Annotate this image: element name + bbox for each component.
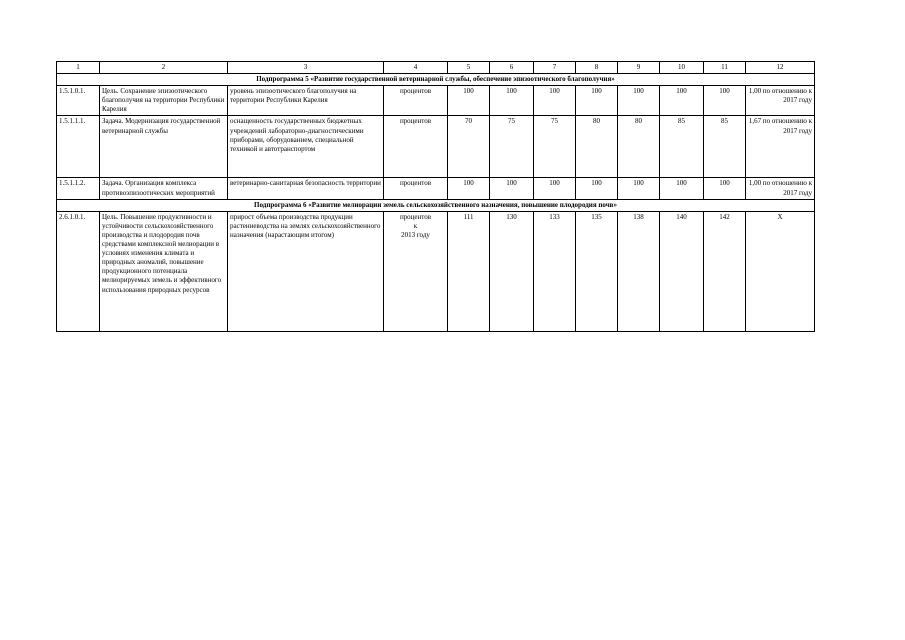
row-value: 100 bbox=[534, 178, 576, 199]
column-number-row bbox=[57, 62, 815, 74]
col-header: 10 bbox=[660, 62, 704, 74]
col-header: 5 bbox=[448, 62, 490, 74]
row-value: 100 bbox=[660, 86, 704, 116]
table-row bbox=[57, 86, 815, 116]
row-ratio: Х bbox=[746, 211, 815, 331]
row-code: 1.5.1.1.2. bbox=[57, 178, 100, 199]
row-indicator: прирост объема производства продукции растениеводства на землях сельскохозяйственного назначения (нарастающим итогом) bbox=[228, 211, 384, 331]
row-indicator: уровень эпизоотического благополучия на территории Республики Карелия bbox=[228, 86, 384, 116]
row-unit: процентов bbox=[384, 116, 448, 178]
subprogram-5-title: Подпрограмма 5 «Развитие государственной ветеринарной службы, обеспечение эпизоотического благополучия» bbox=[57, 74, 815, 86]
col-header: 6 bbox=[490, 62, 534, 74]
row-indicator: ветеринарно-санитарная безопасность территории bbox=[228, 178, 384, 199]
row-value: 142 bbox=[704, 211, 746, 331]
row-value: 100 bbox=[618, 86, 660, 116]
row-indicator: оснащенность государственных бюджетных учреждений лабораторно-диагностическими приборами, оборудованием, специальной техникой и автотранспортом bbox=[228, 116, 384, 178]
row-value: 100 bbox=[534, 86, 576, 116]
row-value: 85 bbox=[704, 116, 746, 178]
row-value: 140 bbox=[660, 211, 704, 331]
row-code: 1.5.1.0.1. bbox=[57, 86, 100, 116]
row-value: 80 bbox=[576, 116, 618, 178]
row-value: 100 bbox=[576, 178, 618, 199]
row-value: 85 bbox=[660, 116, 704, 178]
row-value: 70 bbox=[448, 116, 490, 178]
indicators-table bbox=[56, 61, 815, 332]
row-unit bbox=[384, 211, 448, 331]
row-goal: Цель. Сохранение эпизоотического благополучия на территории Республики Карелия bbox=[100, 86, 228, 116]
subprogram-6-header-row bbox=[57, 199, 815, 211]
row-ratio: 1,00 по отношению к 2017 году bbox=[746, 86, 815, 116]
row-value: 100 bbox=[490, 86, 534, 116]
row-unit-line: 2013 году bbox=[401, 230, 430, 239]
row-value: 100 bbox=[704, 86, 746, 116]
subprogram-6-title: Подпрограмма 6 «Развитие мелиорации земель сельскохозяйственного назначения, повышение плодородия почв» bbox=[57, 199, 815, 211]
row-value: 100 bbox=[618, 178, 660, 199]
row-value: 138 bbox=[618, 211, 660, 331]
row-value: 80 bbox=[618, 116, 660, 178]
row-ratio: 1,00 по отношению к 2017 году bbox=[746, 178, 815, 199]
col-header: 12 bbox=[746, 62, 815, 74]
row-value: 135 bbox=[576, 211, 618, 331]
table-row bbox=[57, 211, 815, 331]
row-unit: процентов bbox=[384, 178, 448, 199]
row-value: 100 bbox=[576, 86, 618, 116]
row-value: 75 bbox=[490, 116, 534, 178]
col-header: 9 bbox=[618, 62, 660, 74]
row-value: 133 bbox=[534, 211, 576, 331]
row-unit-line: процентов bbox=[399, 212, 432, 221]
col-header: 1 bbox=[57, 62, 100, 74]
row-value: 100 bbox=[448, 178, 490, 199]
row-value: 100 bbox=[448, 86, 490, 116]
col-header: 11 bbox=[704, 62, 746, 74]
row-goal: Цель. Повышение продуктивности и устойчивости сельскохозяйственного производства и плодородия почв средствами комплексной мелиорации в условиях изменения климата и природных аномалий, повышение продукционного потенциала мелиорируемых земель и эффективного использования природных ресурсов bbox=[100, 211, 228, 331]
row-code: 1.5.1.1.1. bbox=[57, 116, 100, 178]
col-header: 2 bbox=[100, 62, 228, 74]
row-unit-line: к bbox=[413, 221, 418, 230]
row-value: 130 bbox=[490, 211, 534, 331]
row-value: 100 bbox=[490, 178, 534, 199]
col-header: 3 bbox=[228, 62, 384, 74]
table-row bbox=[57, 116, 815, 178]
row-value: 100 bbox=[704, 178, 746, 199]
row-goal: Задача. Модернизация государственной ветеринарной службы bbox=[100, 116, 228, 178]
row-goal: Задача. Организация комплекса противоэпизоотических мероприятий bbox=[100, 178, 228, 199]
row-value: 111 bbox=[448, 211, 490, 331]
col-header: 8 bbox=[576, 62, 618, 74]
row-ratio: 1,67 по отношению к 2017 году bbox=[746, 116, 815, 178]
row-value: 75 bbox=[534, 116, 576, 178]
col-header: 4 bbox=[384, 62, 448, 74]
col-header: 7 bbox=[534, 62, 576, 74]
row-unit: процентов bbox=[384, 86, 448, 116]
table-row bbox=[57, 178, 815, 199]
row-code: 2.6.1.0.1. bbox=[57, 211, 100, 331]
subprogram-5-header-row bbox=[57, 74, 815, 86]
row-value: 100 bbox=[660, 178, 704, 199]
